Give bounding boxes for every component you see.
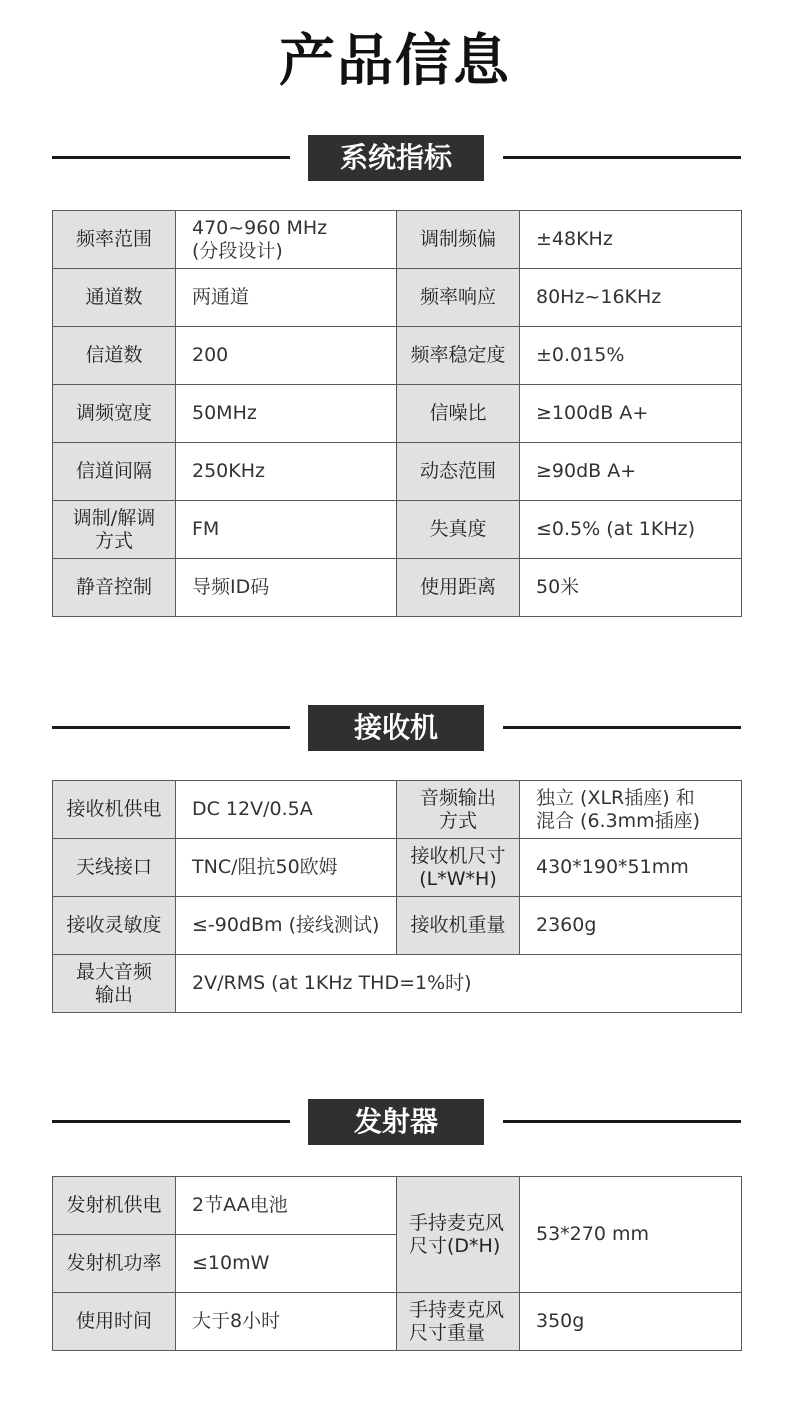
spec-key: 接收机供电: [53, 781, 176, 839]
spec-value: DC 12V/0.5A: [176, 781, 397, 839]
spec-key: 信噪比: [397, 385, 520, 443]
divider-line: [503, 726, 741, 729]
transmitter-spec-table: [52, 1176, 742, 1351]
spec-value: ≥90dB A+: [520, 443, 742, 501]
spec-key: 最大音频 输出: [53, 955, 176, 1013]
section-header-system: [0, 135, 790, 181]
section-header-transmitter: [0, 1099, 790, 1145]
table-row: [53, 385, 742, 443]
receiver-spec-table: [52, 780, 742, 1013]
divider-line: [52, 156, 290, 159]
spec-key: 手持麦克风 尺寸(D*H): [397, 1177, 520, 1293]
spec-key: 音频输出 方式: [397, 781, 520, 839]
spec-key: 调制频偏: [397, 211, 520, 269]
spec-key: 使用时间: [53, 1293, 176, 1351]
spec-key: 信道间隔: [53, 443, 176, 501]
spec-key: 使用距离: [397, 559, 520, 617]
spec-key: 频率稳定度: [397, 327, 520, 385]
table-row: [53, 897, 742, 955]
spec-value: 2节AA电池: [176, 1177, 397, 1235]
spec-value: 2360g: [520, 897, 742, 955]
spec-key: 接收机尺寸 (L*W*H): [397, 839, 520, 897]
spec-value: ±48KHz: [520, 211, 742, 269]
section-header-receiver: [0, 705, 790, 751]
spec-key: 发射机供电: [53, 1177, 176, 1235]
spec-value: 两通道: [176, 269, 397, 327]
spec-key: 接收灵敏度: [53, 897, 176, 955]
table-row: [53, 327, 742, 385]
spec-value: 80Hz~16KHz: [520, 269, 742, 327]
spec-key: 接收机重量: [397, 897, 520, 955]
table-row: [53, 781, 742, 839]
spec-value: 53*270 mm: [520, 1177, 742, 1293]
table-row: [53, 839, 742, 897]
spec-key: 调制/解调 方式: [53, 501, 176, 559]
table-row: [53, 1293, 742, 1351]
spec-value: ≤10mW: [176, 1235, 397, 1293]
spec-key: 静音控制: [53, 559, 176, 617]
divider-line: [503, 156, 741, 159]
spec-value: ≤0.5% (at 1KHz): [520, 501, 742, 559]
divider-line: [503, 1120, 741, 1123]
spec-key: 调频宽度: [53, 385, 176, 443]
spec-key: 失真度: [397, 501, 520, 559]
spec-value: 大于8小时: [176, 1293, 397, 1351]
spec-key: 动态范围: [397, 443, 520, 501]
spec-value: 430*190*51mm: [520, 839, 742, 897]
spec-value: 50MHz: [176, 385, 397, 443]
spec-value: 250KHz: [176, 443, 397, 501]
spec-key: 通道数: [53, 269, 176, 327]
table-row: [53, 955, 742, 1013]
spec-value: 200: [176, 327, 397, 385]
spec-key: 天线接口: [53, 839, 176, 897]
spec-key: 频率响应: [397, 269, 520, 327]
system-spec-table: [52, 210, 742, 617]
spec-value: 470~960 MHz (分段设计): [176, 211, 397, 269]
spec-value: ≤-90dBm (接线测试): [176, 897, 397, 955]
table-row: [53, 443, 742, 501]
page-title: 产品信息: [279, 29, 511, 94]
divider-line: [52, 1120, 290, 1123]
spec-value: 导频ID码: [176, 559, 397, 617]
spec-key: 频率范围: [53, 211, 176, 269]
spec-value: ≥100dB A+: [520, 385, 742, 443]
spec-value: TNC/阻抗50欧姆: [176, 839, 397, 897]
spec-key: 发射机功率: [53, 1235, 176, 1293]
table-row: [53, 269, 742, 327]
spec-value: 2V/RMS (at 1KHz THD=1%时): [176, 955, 742, 1013]
spec-key: 信道数: [53, 327, 176, 385]
spec-value: FM: [176, 501, 397, 559]
spec-value: 350g: [520, 1293, 742, 1351]
spec-value: 50米: [520, 559, 742, 617]
divider-line: [52, 726, 290, 729]
section-label: 发射器: [308, 1099, 484, 1145]
spec-value: 独立 (XLR插座) 和 混合 (6.3mm插座): [520, 781, 742, 839]
spec-key: 手持麦克风 尺寸重量: [397, 1293, 520, 1351]
table-row: [53, 211, 742, 269]
spec-value: ±0.015%: [520, 327, 742, 385]
table-row: [53, 559, 742, 617]
section-label: 接收机: [308, 705, 484, 751]
section-label: 系统指标: [308, 135, 484, 181]
table-row: [53, 1177, 742, 1235]
table-row: [53, 501, 742, 559]
